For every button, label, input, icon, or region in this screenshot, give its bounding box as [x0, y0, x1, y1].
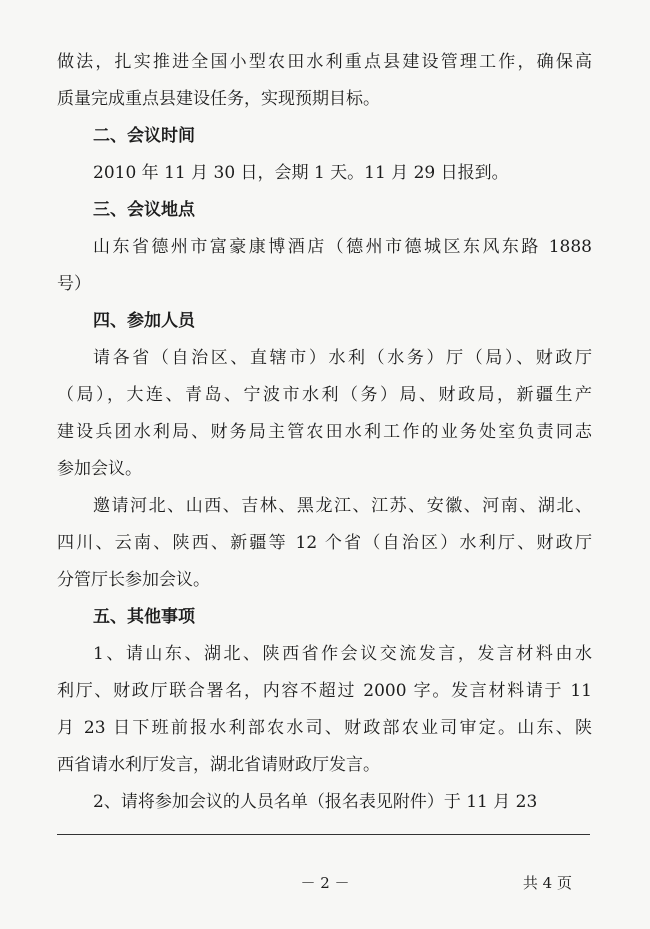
paragraph	[57, 229, 592, 303]
section-heading	[57, 599, 592, 636]
item-1-line: 月 23 日下班前报水利部农水司、财政部农业司审定。山东、陕	[57, 718, 592, 738]
invited-line: 四川、云南、陕西、新疆等 12 个省（自治区）水利厅、财政厅	[57, 533, 592, 553]
footer-divider	[57, 834, 590, 835]
invited-line: 分管厅长参加会议。	[57, 570, 210, 590]
paragraph	[57, 44, 592, 118]
paragraph	[57, 155, 592, 192]
section-heading	[57, 118, 592, 155]
item-2-line: 2、请将参加会议的人员名单（报名表见附件）于 11 月 23	[93, 792, 538, 812]
paragraph	[57, 784, 592, 821]
section-3-heading-line: 三、会议地点	[93, 200, 195, 220]
meeting-location-line: 山东省德州市富豪康博酒店（德州市德城区东风东路 1888	[93, 237, 592, 257]
section-5-heading-line: 五、其他事项	[93, 607, 195, 627]
paragraph	[57, 636, 592, 784]
intro-continuation-line: 做法，扎实推进全国小型农田水利重点县建设管理工作，确保高	[57, 52, 592, 72]
paragraph	[57, 488, 592, 599]
section-2-heading-line: 二、会议时间	[93, 126, 195, 146]
item-1-line: 1、请山东、湖北、陕西省作会议交流发言，发言材料由水	[93, 644, 592, 664]
invited-line: 邀请河北、山西、吉林、黑龙江、江苏、安徽、河南、湖北、	[93, 496, 592, 516]
attendees-line: 建设兵团水利局、财务局主管农田水利工作的业务处室负责同志	[57, 422, 592, 442]
page-number: － 2 －	[300, 874, 350, 892]
total-pages: 共 4 页	[522, 874, 572, 892]
meeting-time-line: 2010 年 11 月 30 日，会期 1 天。11 月 29 日报到。	[93, 163, 509, 183]
paragraph	[57, 340, 592, 488]
attendees-line: （局），大连、青岛、宁波市水利（务）局、财政局，新疆生产	[57, 385, 592, 405]
section-heading	[57, 303, 592, 340]
attendees-line: 参加会议。	[57, 459, 142, 479]
section-heading	[57, 192, 592, 229]
item-1-line: 利厅、财政厅联合署名，内容不超过 2000 字。发言材料请于 11	[57, 681, 592, 701]
attendees-line: 请各省（自治区、直辖市）水利（水务）厅（局）、财政厅	[93, 348, 592, 368]
item-1-line: 西省请水利厅发言，湖北省请财政厅发言。	[57, 755, 380, 775]
document-body	[57, 44, 592, 821]
meeting-location-line: 号）	[57, 274, 91, 294]
section-4-heading-line: 四、参加人员	[93, 311, 195, 331]
intro-continuation-line: 质量完成重点县建设任务，实现预期目标。	[57, 89, 380, 109]
